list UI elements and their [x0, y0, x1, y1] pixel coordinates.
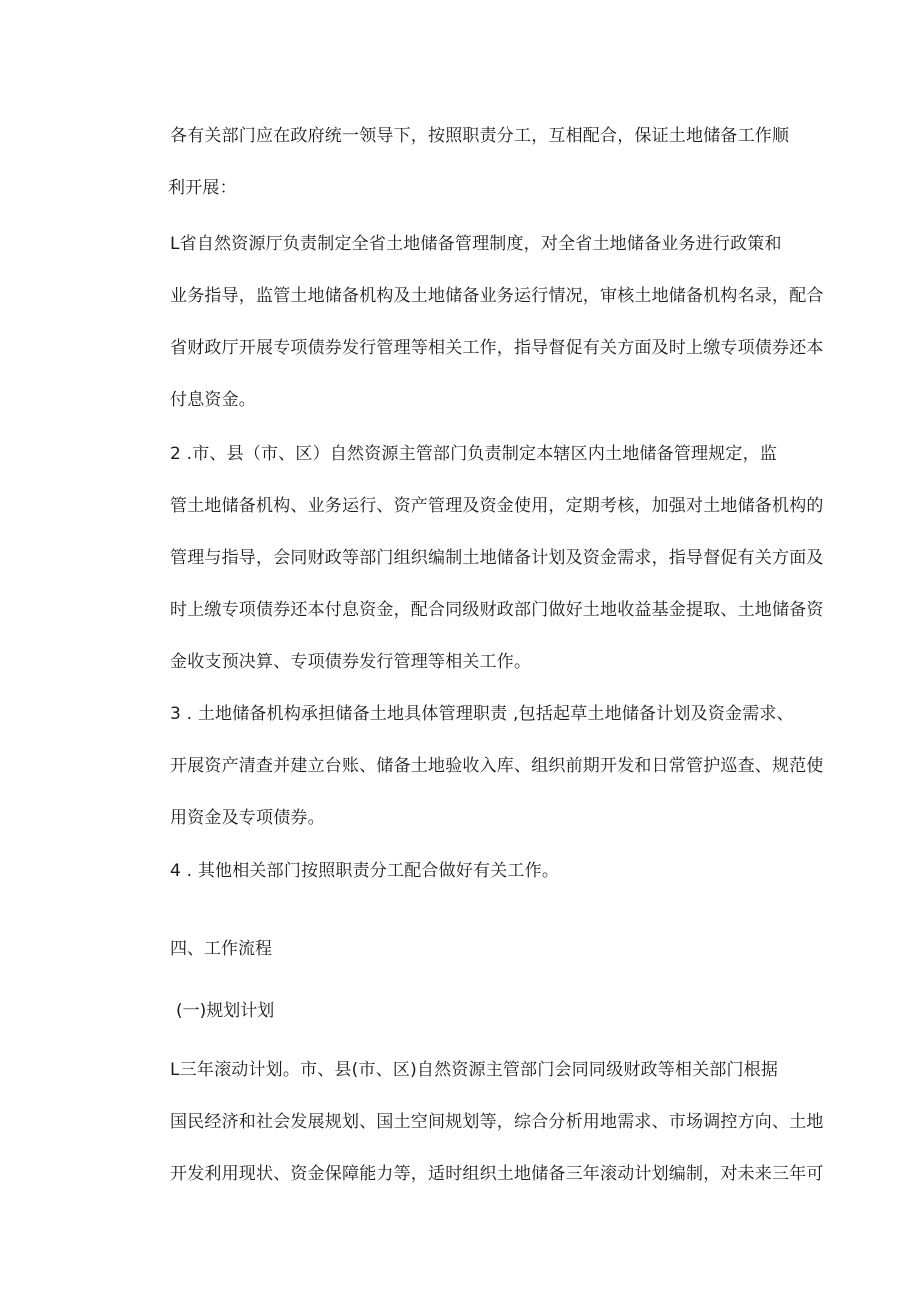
paragraph-line: 开展资产清查并建立台账、储备土地验收入库、组织前期开发和日常管护巡查、规范使	[170, 756, 824, 776]
paragraph-line: 管理与指导，会同财政等部门组织编制土地储备计划及资金需求，指导督促有关方面及	[170, 548, 824, 568]
paragraph-line: 金收支预决算、专项债券发行管理等相关工作。	[170, 652, 532, 672]
sub-heading: (一)规划计划	[176, 1001, 275, 1021]
paragraph-line: 用资金及专项债券。	[170, 808, 325, 828]
paragraph-line: 各有关部门应在政府统一领导下，按照职责分工，互相配合，保证土地储备工作顺	[170, 126, 790, 146]
paragraph-item-3	[170, 688, 824, 844]
paragraph-item-4	[170, 845, 780, 897]
paragraph-line: 2 .市、县（市、区）自然资源主管部门负责制定本辖区内土地储备管理规定，监	[170, 444, 778, 464]
paragraph-line: 4 . 其他相关部门按照职责分工配合做好有关工作。	[170, 861, 560, 881]
paragraph-line: L省自然资源厅负责制定全省土地储备管理制度，对全省土地储备业务进行政策和	[170, 234, 782, 254]
paragraph-line: 国民经济和社会发展规划、国土空间规划等，综合分析用地需求、市场调控方向、土地	[170, 1112, 824, 1132]
paragraph-line: 付息资金。	[170, 390, 256, 410]
paragraph-intro	[168, 110, 790, 214]
paragraph-line: 业务指导，监管土地储备机构及土地储备业务运行情况，审核土地储备机构名录，配合	[170, 286, 824, 306]
section-heading: 四、工作流程	[170, 939, 272, 959]
paragraph-line: 3 . 土地储备机构承担储备土地具体管理职责 ,包括起草土地储备计划及资金需求、	[170, 704, 794, 724]
paragraph-item-2	[170, 428, 824, 688]
paragraph-line: 利开展：	[168, 178, 237, 198]
paragraph-line: L三年滚动计划。市、县(市、区)自然资源主管部门会同同级财政等相关部门根据	[170, 1060, 779, 1080]
paragraph-line: 时上缴专项债券还本付息资金，配合同级财政部门做好土地收益基金提取、土地储备资	[170, 600, 824, 620]
paragraph-line: 管土地储备机构、业务运行、资产管理及资金使用，定期考核，加强对土地储备机构的	[170, 496, 824, 516]
paragraph-item-1	[170, 218, 824, 426]
paragraph-line: 省财政厅开展专项债券发行管理等相关工作，指导督促有关方面及时上缴专项债券还本	[170, 338, 824, 358]
paragraph-line: 开发利用现状、资金保障能力等，适时组织土地储备三年滚动计划编制，对未来三年可	[170, 1164, 824, 1184]
paragraph-three-year-plan	[170, 1044, 824, 1200]
